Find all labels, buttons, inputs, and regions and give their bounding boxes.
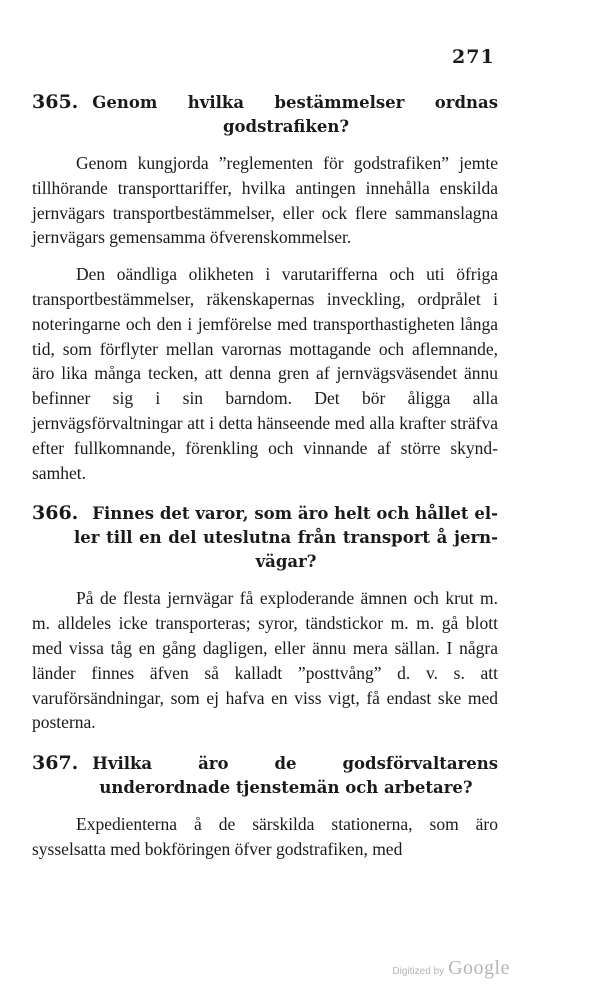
question-text: Genom hvilka bestämmelser ordnas godstrafiken? [92, 93, 498, 136]
question-number: 367. [32, 752, 79, 775]
question-text: Hvilka äro de godsförvaltarens underordnade tjenstemän och arbetare? [92, 754, 498, 798]
question-heading [32, 501, 498, 574]
question-text: Finnes det varor, som äro helt och hållet eller till en del uteslutna från transport å jernvägar? [74, 504, 498, 572]
page-content [32, 90, 498, 874]
question-number: 365. [32, 91, 79, 113]
section-366 [32, 501, 498, 735]
answer-paragraph: Genom kungjorda ”reglementen för godstrafiken” jemte tillhörande transporttariffer, hvilka antingen innehålla enskilda jernvägars transportbestämmelser, eller ock flere sammanslagna jernvägars gemensamma öfverenskommelser. [32, 153, 498, 248]
section-367 [32, 751, 498, 862]
page-number: 271 [452, 46, 495, 68]
question-number: 366. [32, 502, 79, 525]
section-365 [32, 90, 498, 485]
question-heading [32, 751, 498, 800]
google-logo: Google [448, 957, 510, 979]
watermark-prefix: Digitized by [392, 966, 445, 977]
digitized-watermark [392, 957, 510, 980]
answer-paragraph: Expedienterna å de särskilda stationerna, som äro sysselsatta med bokföringen öfver godstrafiken, med [32, 814, 498, 859]
answer-paragraph: Den oändliga olikheten i varutarifferna och uti öfriga transportbestämmelser, räkenskapernas inveckling, ordprålet i noteringarne och den i jemförelse med transporthastigheten långa tid, som förflyter mellan varornas mottagande och aflemnande, äro lika många tecken, att denna gren af jernvägsväsendet ännu befinner sig i sin barndom. Det bör åligga alla jernvägsförvaltningar att i detta hänseende med alla krafter sträfva efter fullkomnande, förenkling och vinnande af större skyndsamhet. [32, 264, 498, 483]
answer-paragraph: På de flesta jernvägar få exploderande ämnen och krut m. m. alldeles icke transporteras; syror, tändstickor m. m. gå blott med vissa tåg en gång dagligen, eller ännu mera sällan. I några länder finnes äfven så kalladt ”posttvång” d. v. s. att varuförsändningar, som ej hafva en viss vigt, få endast ske med posterna. [32, 588, 498, 733]
question-heading [32, 90, 498, 139]
